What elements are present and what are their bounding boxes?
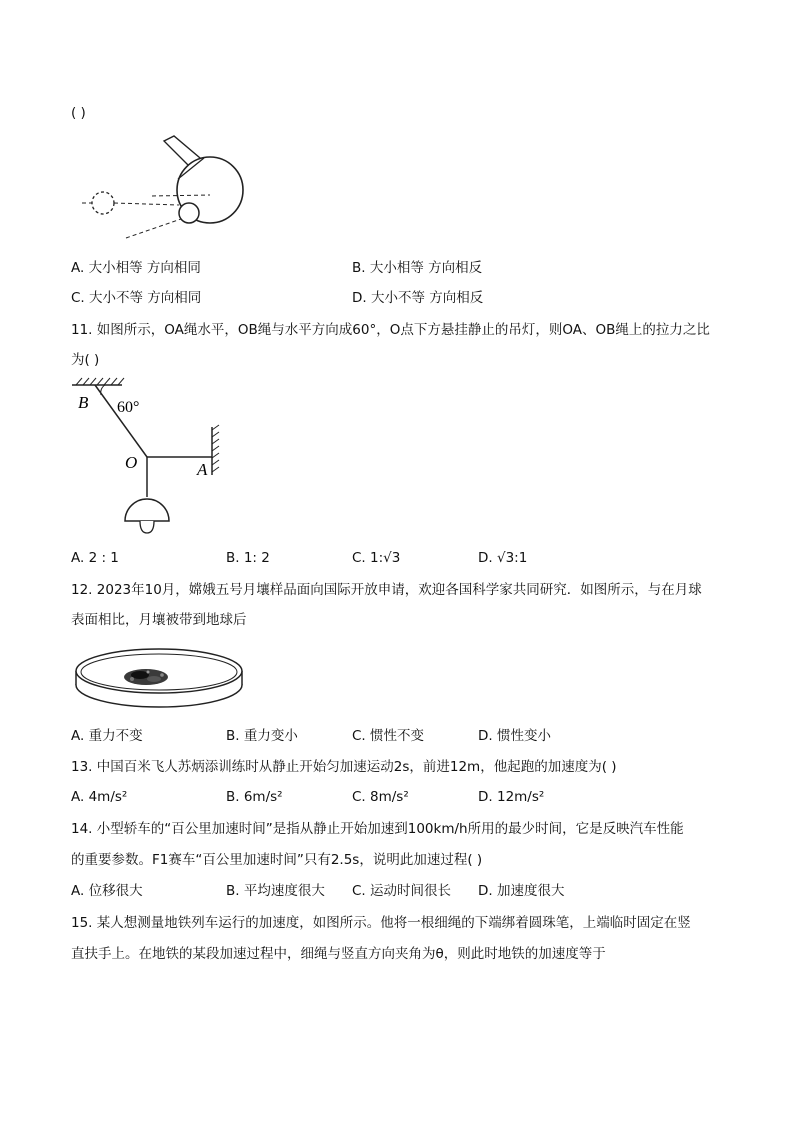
q10-option-d[interactable]: D. 大小不等 方向相反 bbox=[352, 290, 484, 306]
label-b: B bbox=[78, 393, 89, 412]
lamp-shade bbox=[125, 499, 169, 521]
q11-option-b[interactable]: B. 1: 2 bbox=[226, 550, 270, 566]
q13-option-b[interactable]: B. 6m/s² bbox=[226, 789, 283, 805]
label-o: O bbox=[125, 453, 138, 472]
q14-option-b[interactable]: B. 平均速度很大 bbox=[226, 883, 325, 899]
lunar-soil-dish-figure bbox=[74, 645, 244, 711]
q10-option-b[interactable]: B. 大小相等 方向相反 bbox=[352, 260, 483, 276]
q13-option-a[interactable]: A. 4m/s² bbox=[71, 789, 128, 805]
ball bbox=[179, 203, 199, 223]
pingpong-figure bbox=[78, 133, 253, 245]
q13-stem: 13. 中国百米飞人苏炳添训练时从静止开始匀加速运动2s，前进12m，他起跑的加速度为( ) bbox=[71, 759, 617, 775]
ceiling-hatch bbox=[76, 378, 124, 385]
q12-stem-line1: 12. 2023年10月，嫦娥五号月壤样品面向国际开放申请，欢迎各国科学家共同研究．如图所示，与在月球 bbox=[71, 582, 702, 598]
label-60deg: 60° bbox=[117, 399, 140, 416]
q12-option-b[interactable]: B. 重力变小 bbox=[226, 728, 298, 744]
q12-option-d[interactable]: D. 惯性变小 bbox=[478, 728, 551, 744]
q13-option-c[interactable]: C. 8m/s² bbox=[352, 789, 409, 805]
q15-stem-line2: 直扶手上。在地铁的某段加速过程中，细绳与竖直方向夹角为θ，则此时地铁的加速度等于 bbox=[71, 946, 606, 962]
q11-option-d[interactable]: D. √3:1 bbox=[478, 550, 528, 566]
q10-option-a[interactable]: A. 大小相等 方向相同 bbox=[71, 260, 201, 276]
q14-option-a[interactable]: A. 位移很大 bbox=[71, 883, 143, 899]
q11-option-c[interactable]: C. 1:√3 bbox=[352, 550, 401, 566]
lamp-bulb bbox=[140, 521, 154, 533]
q12-option-a[interactable]: A. 重力不变 bbox=[71, 728, 143, 744]
trajectory-outgoing bbox=[126, 219, 181, 238]
lunar-soil-sample bbox=[124, 669, 168, 685]
q14-stem-line2: 的重要参数。F1赛车“百公里加速时间”只有2.5s，说明此加速过程( ) bbox=[71, 852, 483, 868]
q11-option-a[interactable]: A. 2 : 1 bbox=[71, 550, 119, 566]
q14-option-d[interactable]: D. 加速度很大 bbox=[478, 883, 565, 899]
incoming-ball-dashed bbox=[92, 192, 114, 214]
q10-stem-tail: ( ) bbox=[71, 105, 86, 121]
q12-option-c[interactable]: C. 惯性不变 bbox=[352, 728, 425, 744]
q11-stem-line1: 11. 如图所示，OA绳水平，OB绳与水平方向成60°，O点下方悬挂静止的吊灯，则OA、OB绳上的拉力之比 bbox=[71, 322, 710, 338]
q14-stem-line1: 14. 小型轿车的“百公里加速时间”是指从静止开始加速到100km/h所用的最少时间，它是反映汽车性能 bbox=[71, 821, 684, 837]
q10-option-c[interactable]: C. 大小不等 方向相同 bbox=[71, 290, 202, 306]
q14-option-c[interactable]: C. 运动时间很长 bbox=[352, 883, 452, 899]
q12-stem-line2: 表面相比，月壤被带到地球后 bbox=[71, 612, 247, 628]
q13-option-d[interactable]: D. 12m/s² bbox=[478, 789, 545, 805]
q11-stem-line2: 为( ) bbox=[71, 352, 100, 368]
rope-lamp-figure bbox=[70, 375, 230, 535]
label-a: A bbox=[197, 460, 208, 479]
wall-hatch bbox=[212, 425, 219, 472]
rope-ob bbox=[95, 385, 147, 457]
q15-stem-line1: 15. 某人想测量地铁列车运行的加速度，如图所示。他将一根细绳的下端绑着圆珠笔，上端临时固定在竖 bbox=[71, 915, 691, 931]
trajectory-incoming bbox=[114, 203, 179, 205]
